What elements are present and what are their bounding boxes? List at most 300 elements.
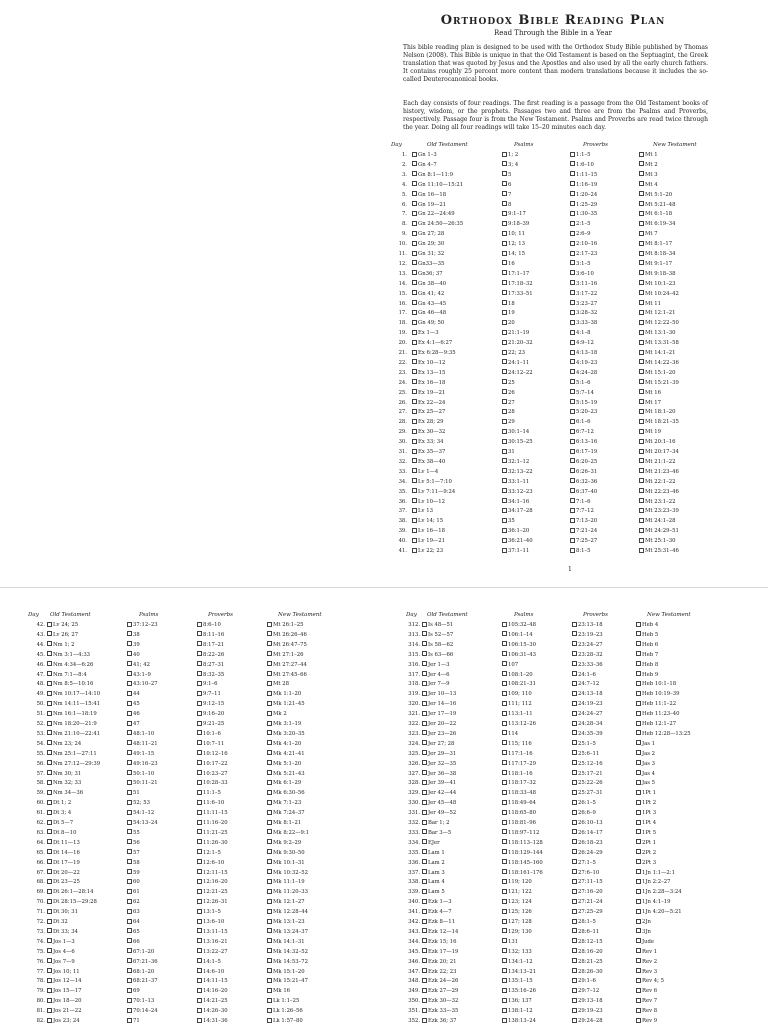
checkbox[interactable] [570, 488, 575, 493]
checkbox[interactable] [639, 270, 644, 275]
checkbox[interactable] [502, 478, 507, 483]
checkbox[interactable] [47, 790, 52, 795]
checkbox[interactable] [502, 171, 507, 176]
checkbox[interactable] [47, 1018, 52, 1023]
checkbox[interactable] [267, 730, 272, 735]
checkbox[interactable] [636, 780, 641, 785]
checkbox[interactable] [639, 320, 644, 325]
checkbox[interactable] [502, 810, 507, 815]
checkbox[interactable] [267, 740, 272, 745]
checkbox[interactable] [127, 711, 132, 716]
checkbox[interactable] [570, 181, 575, 186]
checkbox[interactable] [197, 701, 202, 706]
checkbox[interactable] [412, 488, 417, 493]
checkbox[interactable] [412, 369, 417, 374]
checkbox[interactable] [502, 458, 507, 463]
checkbox[interactable] [639, 518, 644, 523]
checkbox[interactable] [502, 879, 507, 884]
checkbox[interactable] [502, 528, 507, 533]
checkbox[interactable] [267, 770, 272, 775]
checkbox[interactable] [502, 369, 507, 374]
checkbox[interactable] [197, 909, 202, 914]
checkbox[interactable] [127, 919, 132, 924]
checkbox[interactable] [636, 958, 641, 963]
checkbox[interactable] [267, 988, 272, 993]
checkbox[interactable] [502, 691, 507, 696]
checkbox[interactable] [127, 948, 132, 953]
checkbox[interactable] [572, 641, 577, 646]
checkbox[interactable] [639, 350, 644, 355]
checkbox[interactable] [502, 379, 507, 384]
checkbox[interactable] [502, 181, 507, 186]
checkbox[interactable] [502, 538, 507, 543]
checkbox[interactable] [197, 820, 202, 825]
checkbox[interactable] [422, 651, 427, 656]
checkbox[interactable] [197, 869, 202, 874]
checkbox[interactable] [570, 270, 575, 275]
checkbox[interactable] [636, 1008, 641, 1013]
checkbox[interactable] [570, 429, 575, 434]
checkbox[interactable] [502, 919, 507, 924]
checkbox[interactable] [412, 429, 417, 434]
checkbox[interactable] [197, 661, 202, 666]
checkbox[interactable] [636, 661, 641, 666]
checkbox[interactable] [636, 800, 641, 805]
checkbox[interactable] [127, 800, 132, 805]
checkbox[interactable] [572, 770, 577, 775]
checkbox[interactable] [412, 260, 417, 265]
checkbox[interactable] [267, 701, 272, 706]
checkbox[interactable] [636, 730, 641, 735]
checkbox[interactable] [412, 300, 417, 305]
checkbox[interactable] [267, 681, 272, 686]
checkbox[interactable] [267, 631, 272, 636]
checkbox[interactable] [639, 191, 644, 196]
checkbox[interactable] [570, 221, 575, 226]
checkbox[interactable] [47, 691, 52, 696]
checkbox[interactable] [127, 760, 132, 765]
checkbox[interactable] [127, 968, 132, 973]
checkbox[interactable] [47, 800, 52, 805]
checkbox[interactable] [127, 820, 132, 825]
checkbox[interactable] [422, 770, 427, 775]
checkbox[interactable] [570, 161, 575, 166]
checkbox[interactable] [636, 820, 641, 825]
checkbox[interactable] [47, 661, 52, 666]
checkbox[interactable] [572, 691, 577, 696]
checkbox[interactable] [267, 869, 272, 874]
checkbox[interactable] [572, 701, 577, 706]
checkbox[interactable] [422, 701, 427, 706]
checkbox[interactable] [570, 241, 575, 246]
checkbox[interactable] [267, 820, 272, 825]
checkbox[interactable] [197, 849, 202, 854]
checkbox[interactable] [47, 998, 52, 1003]
checkbox[interactable] [412, 548, 417, 553]
checkbox[interactable] [502, 548, 507, 553]
checkbox[interactable] [639, 508, 644, 513]
checkbox[interactable] [412, 379, 417, 384]
checkbox[interactable] [412, 359, 417, 364]
checkbox[interactable] [412, 409, 417, 414]
checkbox[interactable] [47, 750, 52, 755]
checkbox[interactable] [570, 389, 575, 394]
checkbox[interactable] [412, 478, 417, 483]
checkbox[interactable] [422, 829, 427, 834]
checkbox[interactable] [572, 928, 577, 933]
checkbox[interactable] [502, 399, 507, 404]
checkbox[interactable] [572, 820, 577, 825]
checkbox[interactable] [572, 651, 577, 656]
checkbox[interactable] [639, 548, 644, 553]
checkbox[interactable] [197, 998, 202, 1003]
checkbox[interactable] [636, 849, 641, 854]
checkbox[interactable] [47, 909, 52, 914]
checkbox[interactable] [502, 340, 507, 345]
checkbox[interactable] [639, 359, 644, 364]
checkbox[interactable] [197, 770, 202, 775]
checkbox[interactable] [267, 651, 272, 656]
checkbox[interactable] [502, 740, 507, 745]
checkbox[interactable] [572, 869, 577, 874]
checkbox[interactable] [502, 449, 507, 454]
checkbox[interactable] [197, 641, 202, 646]
checkbox[interactable] [197, 938, 202, 943]
checkbox[interactable] [636, 641, 641, 646]
checkbox[interactable] [412, 201, 417, 206]
checkbox[interactable] [572, 780, 577, 785]
checkbox[interactable] [502, 701, 507, 706]
checkbox[interactable] [47, 671, 52, 676]
checkbox[interactable] [572, 998, 577, 1003]
checkbox[interactable] [572, 919, 577, 924]
checkbox[interactable] [502, 191, 507, 196]
checkbox[interactable] [502, 429, 507, 434]
checkbox[interactable] [502, 711, 507, 716]
checkbox[interactable] [267, 760, 272, 765]
checkbox[interactable] [570, 290, 575, 295]
checkbox[interactable] [572, 859, 577, 864]
checkbox[interactable] [572, 661, 577, 666]
checkbox[interactable] [127, 641, 132, 646]
checkbox[interactable] [639, 290, 644, 295]
checkbox[interactable] [502, 518, 507, 523]
checkbox[interactable] [502, 300, 507, 305]
checkbox[interactable] [572, 958, 577, 963]
checkbox[interactable] [127, 730, 132, 735]
checkbox[interactable] [639, 251, 644, 256]
checkbox[interactable] [636, 889, 641, 894]
checkbox[interactable] [422, 938, 427, 943]
checkbox[interactable] [412, 171, 417, 176]
checkbox[interactable] [570, 191, 575, 196]
checkbox[interactable] [197, 760, 202, 765]
checkbox[interactable] [570, 538, 575, 543]
checkbox[interactable] [267, 958, 272, 963]
checkbox[interactable] [197, 859, 202, 864]
checkbox[interactable] [639, 478, 644, 483]
checkbox[interactable] [267, 711, 272, 716]
checkbox[interactable] [636, 770, 641, 775]
checkbox[interactable] [412, 528, 417, 533]
checkbox[interactable] [502, 889, 507, 894]
checkbox[interactable] [636, 829, 641, 834]
checkbox[interactable] [422, 909, 427, 914]
checkbox[interactable] [267, 899, 272, 904]
checkbox[interactable] [636, 919, 641, 924]
checkbox[interactable] [502, 681, 507, 686]
checkbox[interactable] [127, 780, 132, 785]
checkbox[interactable] [639, 280, 644, 285]
checkbox[interactable] [502, 938, 507, 943]
checkbox[interactable] [572, 1008, 577, 1013]
checkbox[interactable] [502, 498, 507, 503]
checkbox[interactable] [197, 651, 202, 656]
checkbox[interactable] [570, 419, 575, 424]
checkbox[interactable] [422, 622, 427, 627]
checkbox[interactable] [570, 449, 575, 454]
checkbox[interactable] [570, 478, 575, 483]
checkbox[interactable] [197, 1008, 202, 1013]
checkbox[interactable] [412, 181, 417, 186]
checkbox[interactable] [47, 760, 52, 765]
checkbox[interactable] [422, 750, 427, 755]
checkbox[interactable] [422, 691, 427, 696]
checkbox[interactable] [267, 909, 272, 914]
checkbox[interactable] [572, 740, 577, 745]
checkbox[interactable] [502, 310, 507, 315]
checkbox[interactable] [412, 439, 417, 444]
checkbox[interactable] [47, 1008, 52, 1013]
checkbox[interactable] [570, 548, 575, 553]
checkbox[interactable] [502, 241, 507, 246]
checkbox[interactable] [639, 152, 644, 157]
checkbox[interactable] [639, 439, 644, 444]
checkbox[interactable] [570, 498, 575, 503]
checkbox[interactable] [412, 458, 417, 463]
checkbox[interactable] [127, 740, 132, 745]
checkbox[interactable] [636, 869, 641, 874]
checkbox[interactable] [572, 681, 577, 686]
checkbox[interactable] [127, 899, 132, 904]
checkbox[interactable] [197, 730, 202, 735]
checkbox[interactable] [422, 869, 427, 874]
checkbox[interactable] [636, 978, 641, 983]
checkbox[interactable] [197, 681, 202, 686]
checkbox[interactable] [639, 340, 644, 345]
checkbox[interactable] [197, 839, 202, 844]
checkbox[interactable] [502, 320, 507, 325]
checkbox[interactable] [127, 849, 132, 854]
checkbox[interactable] [422, 760, 427, 765]
checkbox[interactable] [197, 800, 202, 805]
checkbox[interactable] [636, 968, 641, 973]
checkbox[interactable] [267, 1018, 272, 1023]
checkbox[interactable] [502, 829, 507, 834]
checkbox[interactable] [47, 810, 52, 815]
checkbox[interactable] [570, 508, 575, 513]
checkbox[interactable] [636, 760, 641, 765]
checkbox[interactable] [267, 691, 272, 696]
checkbox[interactable] [412, 241, 417, 246]
checkbox[interactable] [267, 928, 272, 933]
checkbox[interactable] [127, 750, 132, 755]
checkbox[interactable] [422, 928, 427, 933]
checkbox[interactable] [197, 948, 202, 953]
checkbox[interactable] [127, 1008, 132, 1013]
checkbox[interactable] [636, 928, 641, 933]
checkbox[interactable] [502, 409, 507, 414]
checkbox[interactable] [47, 651, 52, 656]
checkbox[interactable] [422, 879, 427, 884]
checkbox[interactable] [636, 681, 641, 686]
checkbox[interactable] [572, 938, 577, 943]
checkbox[interactable] [47, 978, 52, 983]
checkbox[interactable] [639, 488, 644, 493]
checkbox[interactable] [502, 231, 507, 236]
checkbox[interactable] [502, 760, 507, 765]
checkbox[interactable] [502, 488, 507, 493]
checkbox[interactable] [412, 538, 417, 543]
checkbox[interactable] [636, 691, 641, 696]
checkbox[interactable] [267, 968, 272, 973]
checkbox[interactable] [502, 270, 507, 275]
checkbox[interactable] [422, 919, 427, 924]
checkbox[interactable] [502, 730, 507, 735]
checkbox[interactable] [502, 978, 507, 983]
checkbox[interactable] [197, 671, 202, 676]
checkbox[interactable] [267, 998, 272, 1003]
checkbox[interactable] [636, 1018, 641, 1023]
checkbox[interactable] [47, 820, 52, 825]
checkbox[interactable] [127, 938, 132, 943]
checkbox[interactable] [412, 270, 417, 275]
checkbox[interactable] [502, 780, 507, 785]
checkbox[interactable] [422, 711, 427, 716]
checkbox[interactable] [572, 622, 577, 627]
checkbox[interactable] [570, 300, 575, 305]
checkbox[interactable] [636, 899, 641, 904]
checkbox[interactable] [197, 740, 202, 745]
checkbox[interactable] [412, 468, 417, 473]
checkbox[interactable] [412, 221, 417, 226]
checkbox[interactable] [572, 800, 577, 805]
checkbox[interactable] [639, 211, 644, 216]
checkbox[interactable] [197, 968, 202, 973]
checkbox[interactable] [639, 528, 644, 533]
checkbox[interactable] [412, 419, 417, 424]
checkbox[interactable] [127, 1018, 132, 1023]
checkbox[interactable] [267, 622, 272, 627]
checkbox[interactable] [267, 800, 272, 805]
checkbox[interactable] [502, 251, 507, 256]
checkbox[interactable] [422, 988, 427, 993]
checkbox[interactable] [636, 671, 641, 676]
checkbox[interactable] [47, 928, 52, 933]
checkbox[interactable] [197, 928, 202, 933]
checkbox[interactable] [572, 899, 577, 904]
checkbox[interactable] [422, 1018, 427, 1023]
checkbox[interactable] [422, 730, 427, 735]
checkbox[interactable] [639, 300, 644, 305]
checkbox[interactable] [197, 750, 202, 755]
checkbox[interactable] [502, 211, 507, 216]
checkbox[interactable] [502, 770, 507, 775]
checkbox[interactable] [127, 691, 132, 696]
checkbox[interactable] [639, 419, 644, 424]
checkbox[interactable] [639, 171, 644, 176]
checkbox[interactable] [197, 978, 202, 983]
checkbox[interactable] [636, 859, 641, 864]
checkbox[interactable] [639, 409, 644, 414]
checkbox[interactable] [412, 211, 417, 216]
checkbox[interactable] [197, 988, 202, 993]
checkbox[interactable] [502, 290, 507, 295]
checkbox[interactable] [572, 730, 577, 735]
checkbox[interactable] [639, 260, 644, 265]
checkbox[interactable] [636, 839, 641, 844]
checkbox[interactable] [570, 399, 575, 404]
checkbox[interactable] [639, 310, 644, 315]
checkbox[interactable] [127, 879, 132, 884]
checkbox[interactable] [412, 389, 417, 394]
checkbox[interactable] [47, 938, 52, 943]
checkbox[interactable] [422, 849, 427, 854]
checkbox[interactable] [502, 948, 507, 953]
checkbox[interactable] [502, 221, 507, 226]
checkbox[interactable] [572, 968, 577, 973]
checkbox[interactable] [639, 161, 644, 166]
checkbox[interactable] [570, 280, 575, 285]
checkbox[interactable] [570, 369, 575, 374]
checkbox[interactable] [502, 750, 507, 755]
checkbox[interactable] [636, 948, 641, 953]
checkbox[interactable] [502, 988, 507, 993]
checkbox[interactable] [422, 1008, 427, 1013]
checkbox[interactable] [572, 721, 577, 726]
checkbox[interactable] [422, 889, 427, 894]
checkbox[interactable] [47, 711, 52, 716]
checkbox[interactable] [502, 721, 507, 726]
checkbox[interactable] [572, 631, 577, 636]
checkbox[interactable] [422, 681, 427, 686]
checkbox[interactable] [422, 641, 427, 646]
checkbox[interactable] [572, 948, 577, 953]
checkbox[interactable] [422, 820, 427, 825]
checkbox[interactable] [502, 849, 507, 854]
checkbox[interactable] [127, 631, 132, 636]
checkbox[interactable] [197, 919, 202, 924]
checkbox[interactable] [47, 622, 52, 627]
checkbox[interactable] [197, 879, 202, 884]
checkbox[interactable] [47, 899, 52, 904]
checkbox[interactable] [267, 948, 272, 953]
checkbox[interactable] [197, 721, 202, 726]
checkbox[interactable] [636, 740, 641, 745]
checkbox[interactable] [502, 439, 507, 444]
checkbox[interactable] [422, 790, 427, 795]
checkbox[interactable] [422, 780, 427, 785]
checkbox[interactable] [636, 750, 641, 755]
checkbox[interactable] [127, 651, 132, 656]
checkbox[interactable] [570, 251, 575, 256]
checkbox[interactable] [412, 518, 417, 523]
checkbox[interactable] [197, 829, 202, 834]
checkbox[interactable] [502, 909, 507, 914]
checkbox[interactable] [502, 899, 507, 904]
checkbox[interactable] [639, 369, 644, 374]
checkbox[interactable] [127, 671, 132, 676]
